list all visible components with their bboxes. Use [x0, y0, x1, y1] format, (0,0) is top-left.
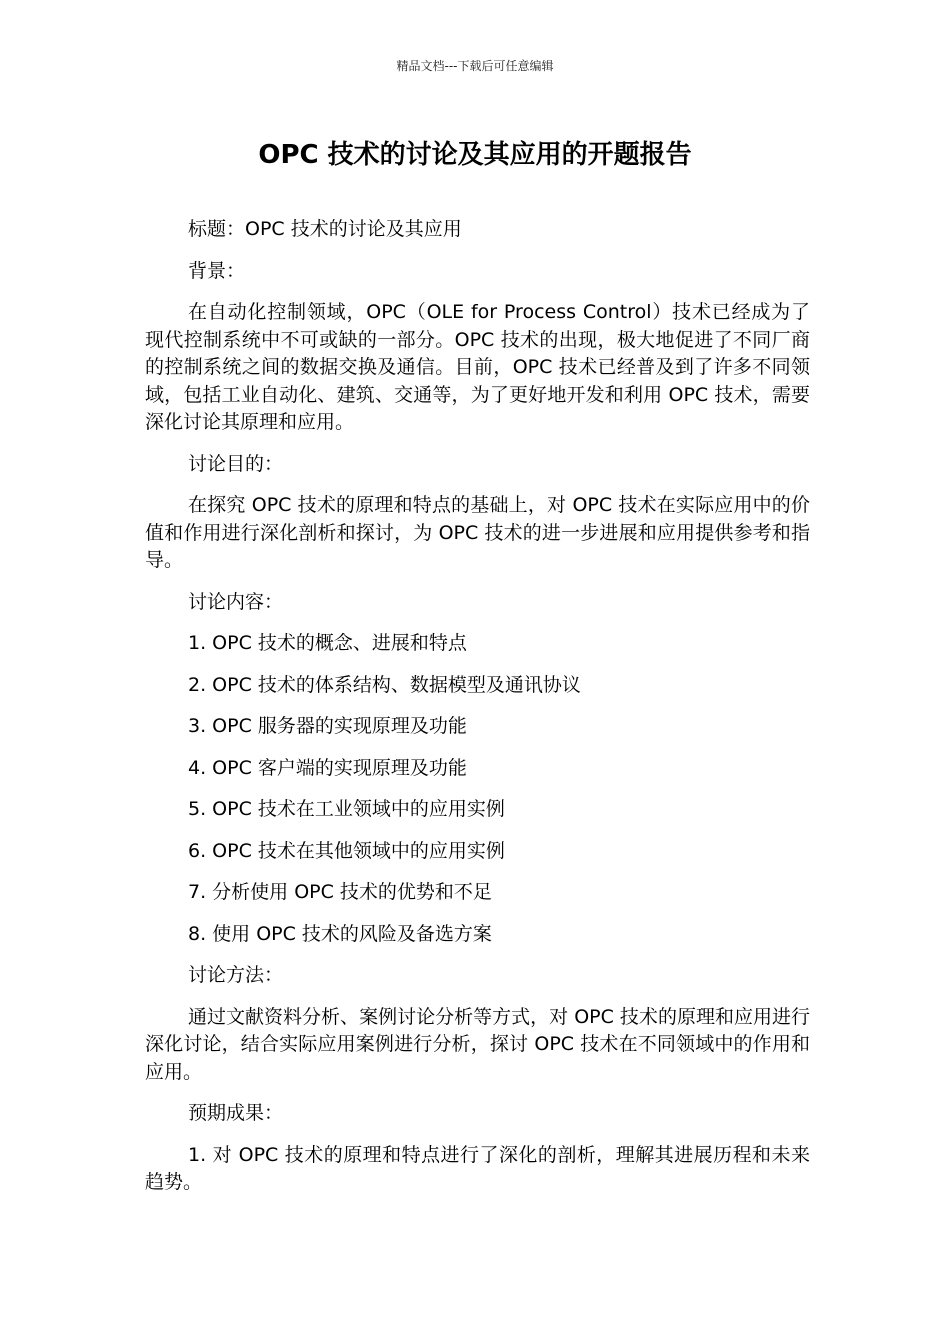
document-title: OPC 技术的讨论及其应用的开题报告: [258, 140, 692, 170]
paragraph-background: 在自动化控制领域，OPC（OLE for Process Control）技术已经成为了现代控制系统中不可或缺的一部分。OPC 技术的出现，极大地促进了不同厂商的控制系统之间的数据交换及通信。目前，OPC 技术已经普及到了许多不同领域，包括工业自动化、建筑、交通等，为了更好地开发和利用 OPC 技术，需要深化讨论其原理和应用。: [145, 301, 810, 433]
content-item-7: 7. 分析使用 OPC 技术的优势和不足: [188, 881, 492, 903]
heading-content: 讨论内容：: [188, 590, 284, 613]
paragraph-topic: 标题：OPC 技术的讨论及其应用: [188, 218, 462, 240]
outcome-item-1: 1. 对 OPC 技术的原理和特点进行了深化的剖析，理解其进展历程和未来趋势。: [145, 1143, 810, 1193]
paragraph-purpose: 在探究 OPC 技术的原理和特点的基础上，对 OPC 技术在实际应用中的价值和作用进行深化剖析和探讨，为 OPC 技术的进一步进展和应用提供参考和指导。: [145, 494, 810, 571]
content-item-4: 4. OPC 客户端的实现原理及功能: [188, 756, 467, 779]
content-item-5: 5. OPC 技术在工业领域中的应用实例: [188, 798, 505, 820]
paragraph-method: 通过文献资料分析、案例讨论分析等方式，对 OPC 技术的原理和应用进行深化讨论，结合实际应用案例进行分析，探讨 OPC 技术在不同领域中的作用和应用。: [145, 1005, 810, 1083]
heading-purpose: 讨论目的：: [188, 452, 284, 475]
content-item-3: 3. OPC 服务器的实现原理及功能: [188, 715, 467, 737]
content-item-8: 8. 使用 OPC 技术的风险及备选方案: [188, 922, 492, 945]
header-note: 精品文档---下载后可任意编辑: [396, 59, 554, 73]
content-item-1: 1. OPC 技术的概念、进展和特点: [188, 632, 467, 654]
document-body: [145, 216, 810, 1211]
content-item-2: 2. OPC 技术的体系结构、数据模型及通讯协议: [188, 673, 581, 696]
heading-outcomes: 预期成果：: [188, 1102, 284, 1124]
heading-background: 背景：: [188, 259, 246, 282]
heading-method: 讨论方法：: [188, 964, 284, 986]
content-item-6: 6. OPC 技术在其他领域中的应用实例: [188, 839, 505, 862]
